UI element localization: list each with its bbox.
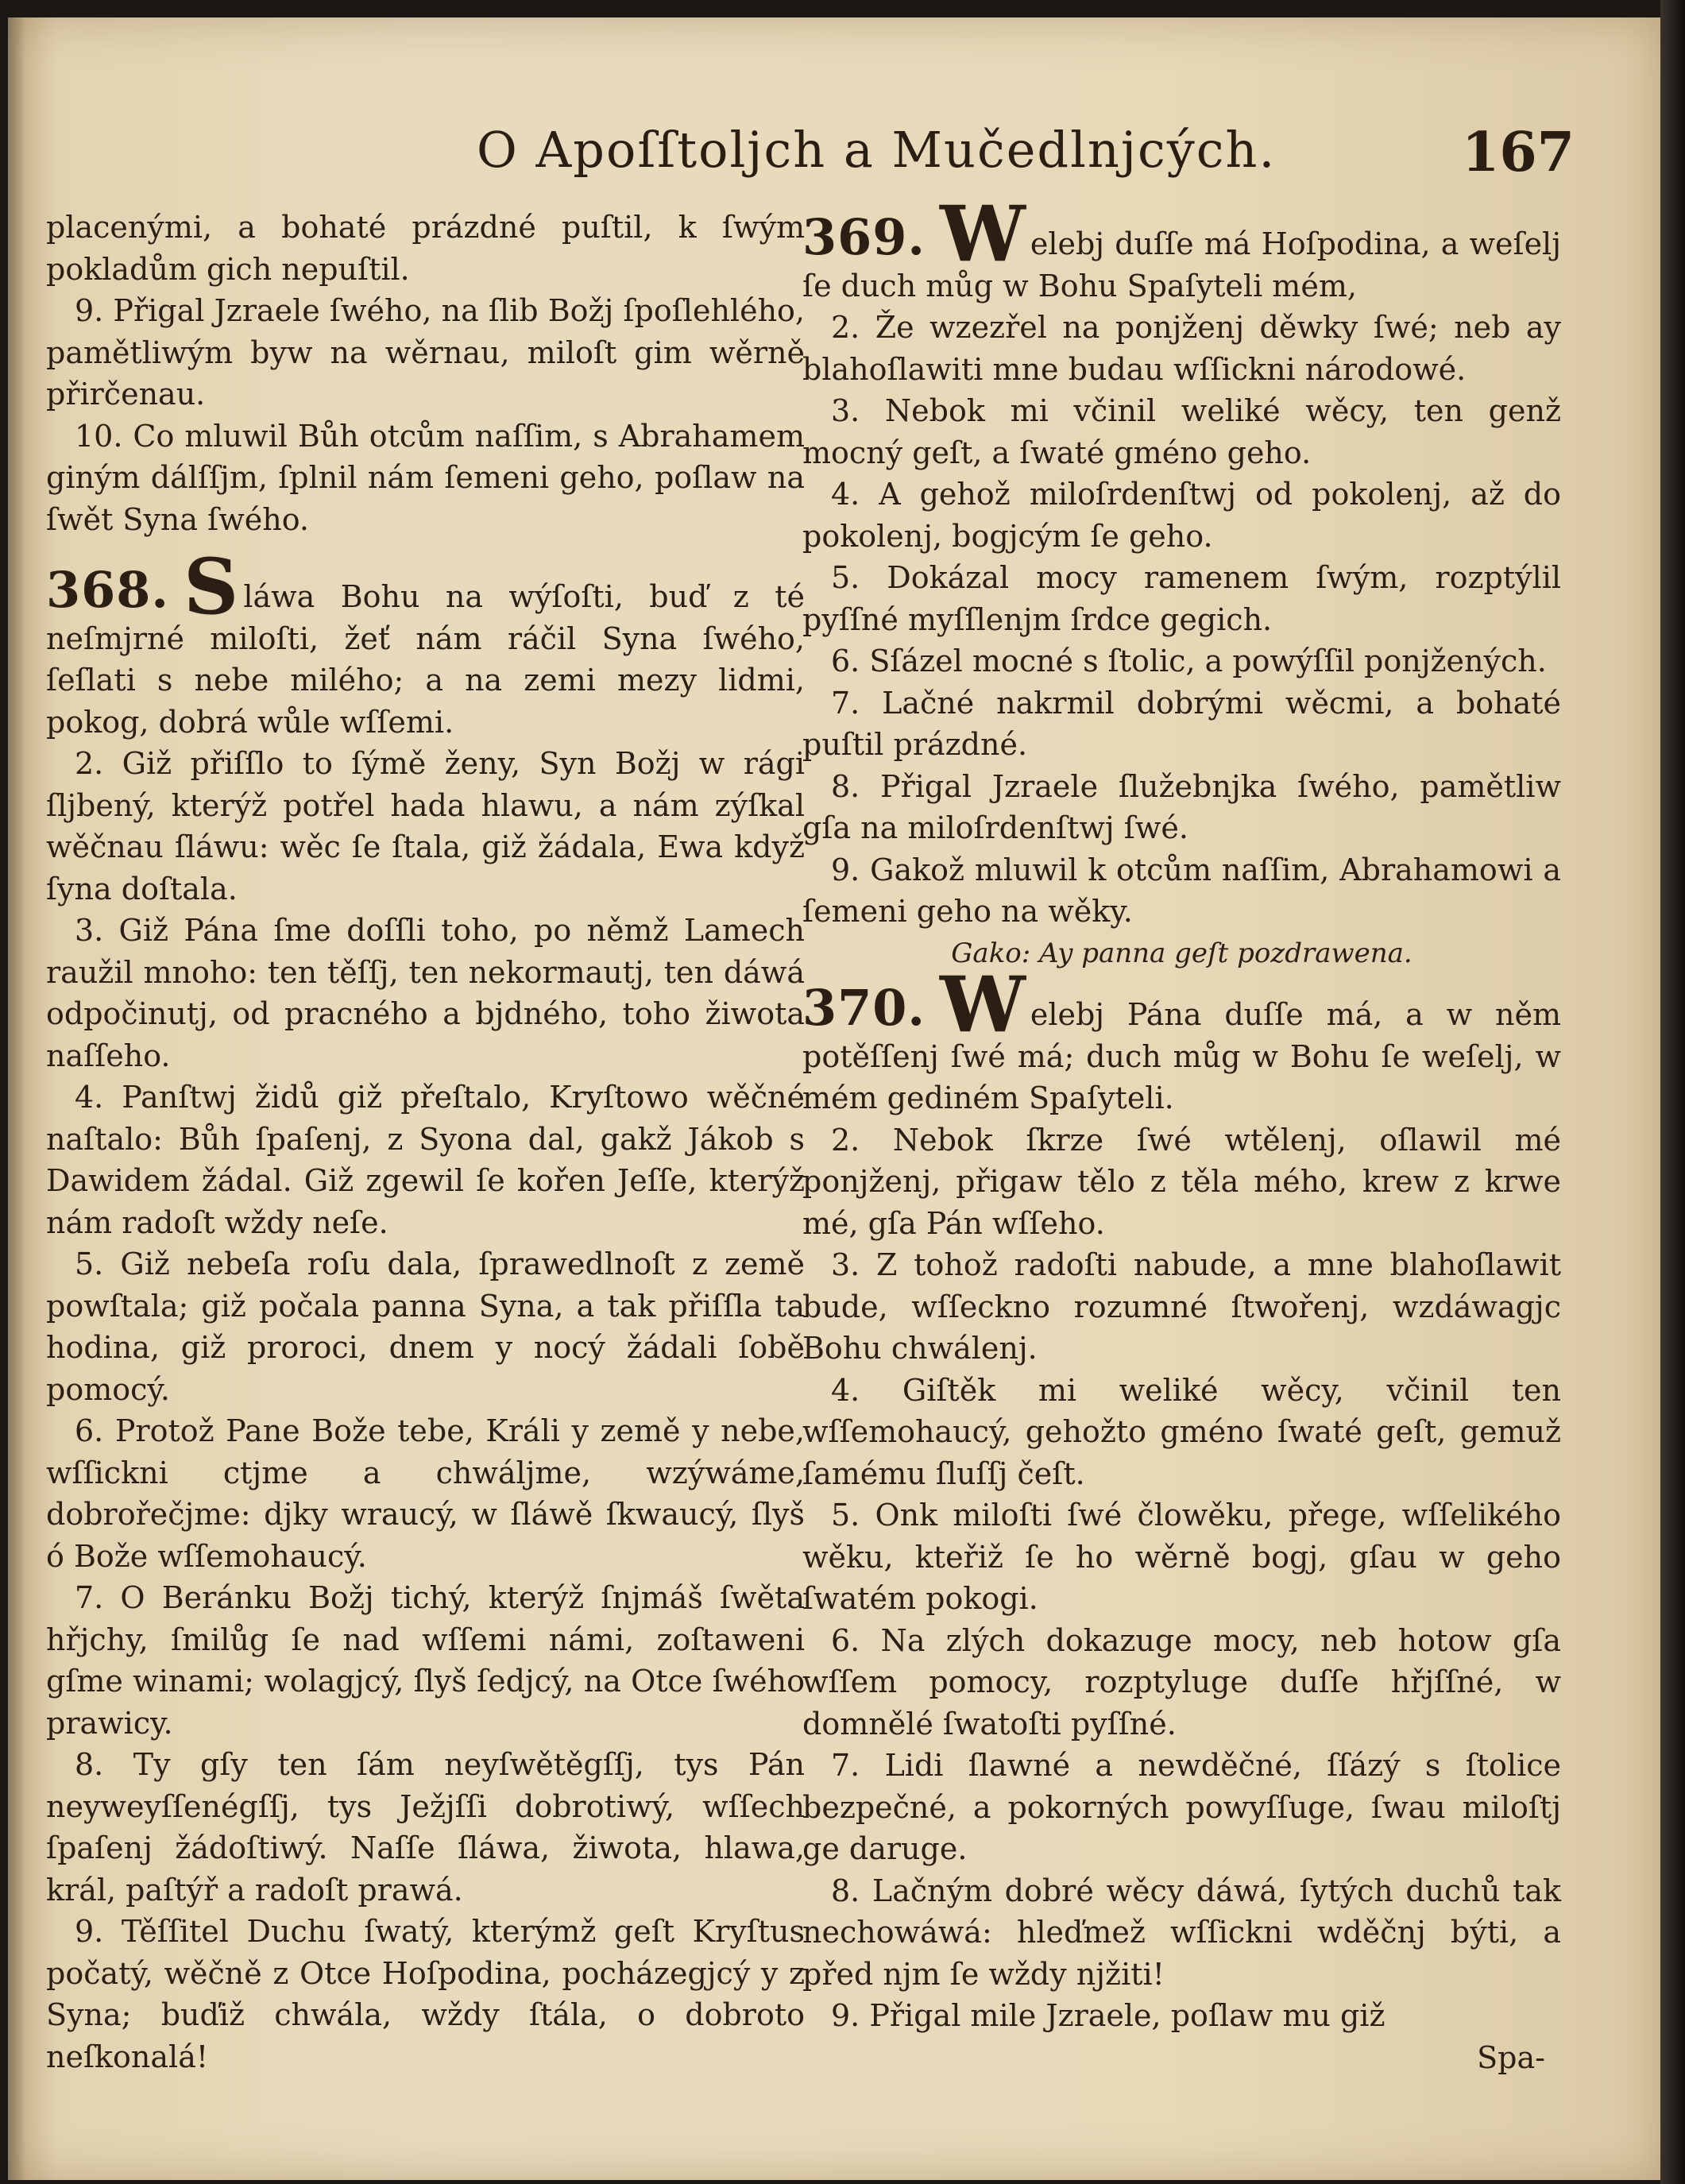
book-edge	[1660, 0, 1685, 2184]
verse-text: 4. Panſtwj židů giž přeſtalo, Kryſtowo wěčné naſtalo: Bůh ſpaſenj, z Syona dal, gakž Jákob s Dawidem žádal. Giž zgewil ſe kořen Jeſſe, kterýž nám radoſt wždy neſe.	[46, 1080, 805, 1240]
page-number: 167	[1462, 121, 1575, 184]
hymn-opening: elebj duſſe má Hoſpodina, a weſelj ſe duch můg w Bohu Spaſyteli mém,	[802, 226, 1561, 303]
verse-text: 9. Gakož mluwil k otcům naſſim, Abrahamowi a ſemeni geho na wěky.	[802, 852, 1561, 929]
verse-text: 5. Giž nebeſa roſu dala, ſprawedlnoſt z země powſtala; giž počala panna Syna, a tak přiſſla ta hodina, giž proroci, dnem y nocý žádali ſobě pomocý.	[46, 1247, 805, 1407]
hymn-369	[802, 189, 1561, 307]
verse-text: placenými, a bohaté prázdné puſtil, k ſwým pokladům gich nepuſtil.	[46, 210, 805, 287]
verse-text: 2. Giž přiſſlo to ſýmě ženy, Syn Božj w rági ſljbený, kterýž potřel hada hlawu, a nám zýſkal wěčnau ſláwu: wěc ſe ſtala, giž žádala, Ewa když ſyna doſtala.	[46, 746, 805, 906]
right-column	[802, 189, 1561, 2078]
page-title: O Apoſſtoljch a Mučedlnjcých.	[477, 121, 1277, 179]
verse-text: 7. O Beránku Božj tichý, kterýž ſnjmáš ſwěta hřjchy, ſmilůg ſe nad wſſemi námi, zoſtaweni gſme winami; wolagjcý, ſlyš ſedjcý, na Otce ſwého prawicy.	[46, 1580, 805, 1741]
verse-text: 3. Giž Pána ſme doſſli toho, po němž Lamech raužil mnoho: ten těſſj, ten nekormautj, ten dáwá odpočinutj, od pracného a bjdného, toho žiwota naſſeho.	[46, 913, 805, 1073]
verse-text: 7. Lačné nakrmil dobrými wěcmi, a bohaté puſtil prázdné.	[802, 685, 1561, 762]
verse-text: 9. Přigal mile Jzraele, poſlaw mu giž	[831, 1998, 1385, 2033]
verse-text: 6. Na zlých dokazuge mocy, neb hotow gſa wſſem pomocy, rozptyluge duſſe hřjſſné, w domnělé ſwatoſti pyſſné.	[802, 1622, 1561, 1741]
book-page	[8, 17, 1660, 2180]
left-column	[46, 207, 805, 2078]
verse-text: 8. Ty gſy ten ſám neyſwětěgſſj, tys Pán neyweyſſenégſſj, tys Ježjſſi dobrotiwý, wſſech ſpaſenj žádoſtiwý. Naſſe ſláwa, žiwota, hlawa, král, paſtýř a radoſt prawá.	[46, 1747, 805, 1908]
verse-text: 2. Že wzezřel na ponjženj děwky ſwé; neb ay blahoſlawiti mne budau wſſickni národowé.	[802, 310, 1561, 387]
catchword: Spa-	[1477, 2039, 1545, 2075]
verse-text: 4. Giſtěk mi weliké wěcy, včinil ten wſſemohaucý, gehožto gméno ſwaté geſt, gemuž ſamému ſluſſj čeſt.	[802, 1372, 1561, 1491]
tune-note: Gako: Ay panna geſt pozdrawena.	[951, 937, 1413, 969]
hymn-370	[802, 960, 1561, 1119]
verse-text: 6. Sſázel mocné s ſtolic, a powýſſil ponjžených.	[831, 644, 1547, 678]
drop-initial: S	[184, 542, 239, 632]
verse-text: 9. Přigal Jzraele ſwého, na ſlib Božj ſpoſlehlého, pamětliwým byw na wěrnau, miloſt gim wěrně přirčenau.	[46, 293, 805, 412]
drop-initial: W	[940, 960, 1026, 1049]
hymn-number: 370.	[802, 979, 926, 1037]
hymn-number: 369.	[802, 208, 926, 266]
verse-text: 3. Z tohož radoſti nabude, a mne blahoſlawit bude, wſſeckno rozumné ſtwořenj, wzdáwagjc Bohu chwálenj.	[802, 1247, 1561, 1366]
verse-text: 6. Protož Pane Bože tebe, Králi y země y nebe, wſſickni ctjme a chwáljme, wzýwáme, dobrořečjme: djky wraucý, w ſláwě ſkwaucý, ſlyš ó Bože wſſemohaucý.	[46, 1413, 805, 1574]
verse-text: 10. Co mluwil Bůh otcům naſſim, s Abrahamem giným dálſſjm, ſplnil nám ſemeni geho, poſlaw na ſwět Syna ſwého.	[46, 418, 805, 537]
verse-text: 3. Nebok mi včinil weliké wěcy, ten genž mocný geſt, a ſwaté gméno geho.	[802, 393, 1561, 470]
verse-text: 7. Lidi ſlawné a newděčné, ſſázý s ſtolice bezpečné, a pokorných powyſſuge, ſwau miloſtj ge daruge.	[802, 1748, 1561, 1866]
drop-initial: W	[940, 189, 1026, 279]
verse-text: 8. Lačným dobré wěcy dáwá, ſytých duchů tak nechowáwá: hleďmež wſſickni wděčnj býti, a před njm ſe wždy njžiti!	[802, 1873, 1561, 1992]
verse-text: 5. Onk miloſti ſwé člowěku, přege, wſſelikého wěku, kteřiž ſe ho wěrně bogj, gſau w geho ſwatém pokogi.	[802, 1498, 1561, 1616]
hymn-368	[46, 542, 805, 743]
hymn-number: 368.	[46, 561, 170, 619]
verse-text: 4. A gehož miloſrdenſtwj od pokolenj, až do pokolenj, bogjcým ſe geho.	[802, 477, 1561, 554]
verse-text: 9. Těſſitel Duchu ſwatý, kterýmž geſt Kryſtus počatý, wěčně z Otce Hoſpodina, pocházegjcý y z Syna; buďiž chwála, wždy ſtála, o dobroto neſkonalá!	[46, 1914, 805, 2074]
hymn-opening: elebj Pána duſſe má, a w něm potěſſenj ſwé má; duch můg w Bohu ſe weſelj, w mém gediném Spaſyteli.	[802, 997, 1561, 1115]
verse-text: 2. Nebok ſkrze ſwé wtělenj, oſlawil mé ponjženj, přigaw tělo z těla mého, krew z krwe mé, gſa Pán wſſeho.	[802, 1122, 1561, 1241]
hymn-opening: láwa Bohu na wýſoſti, buď z té neſmjrné miloſti, žeť nám ráčil Syna ſwého, ſeſlati s nebe milého; a na zemi mezy lidmi, pokog, dobrá wůle wſſemi.	[46, 579, 805, 740]
verse-text: 5. Dokázal mocy ramenem ſwým, rozptýlil pyſſné myſſlenjm ſrdce gegich.	[802, 560, 1561, 637]
verse-text: 8. Přigal Jzraele ſlužebnjka ſwého, pamětliw gſa na miloſrdenſtwj ſwé.	[802, 768, 1561, 845]
